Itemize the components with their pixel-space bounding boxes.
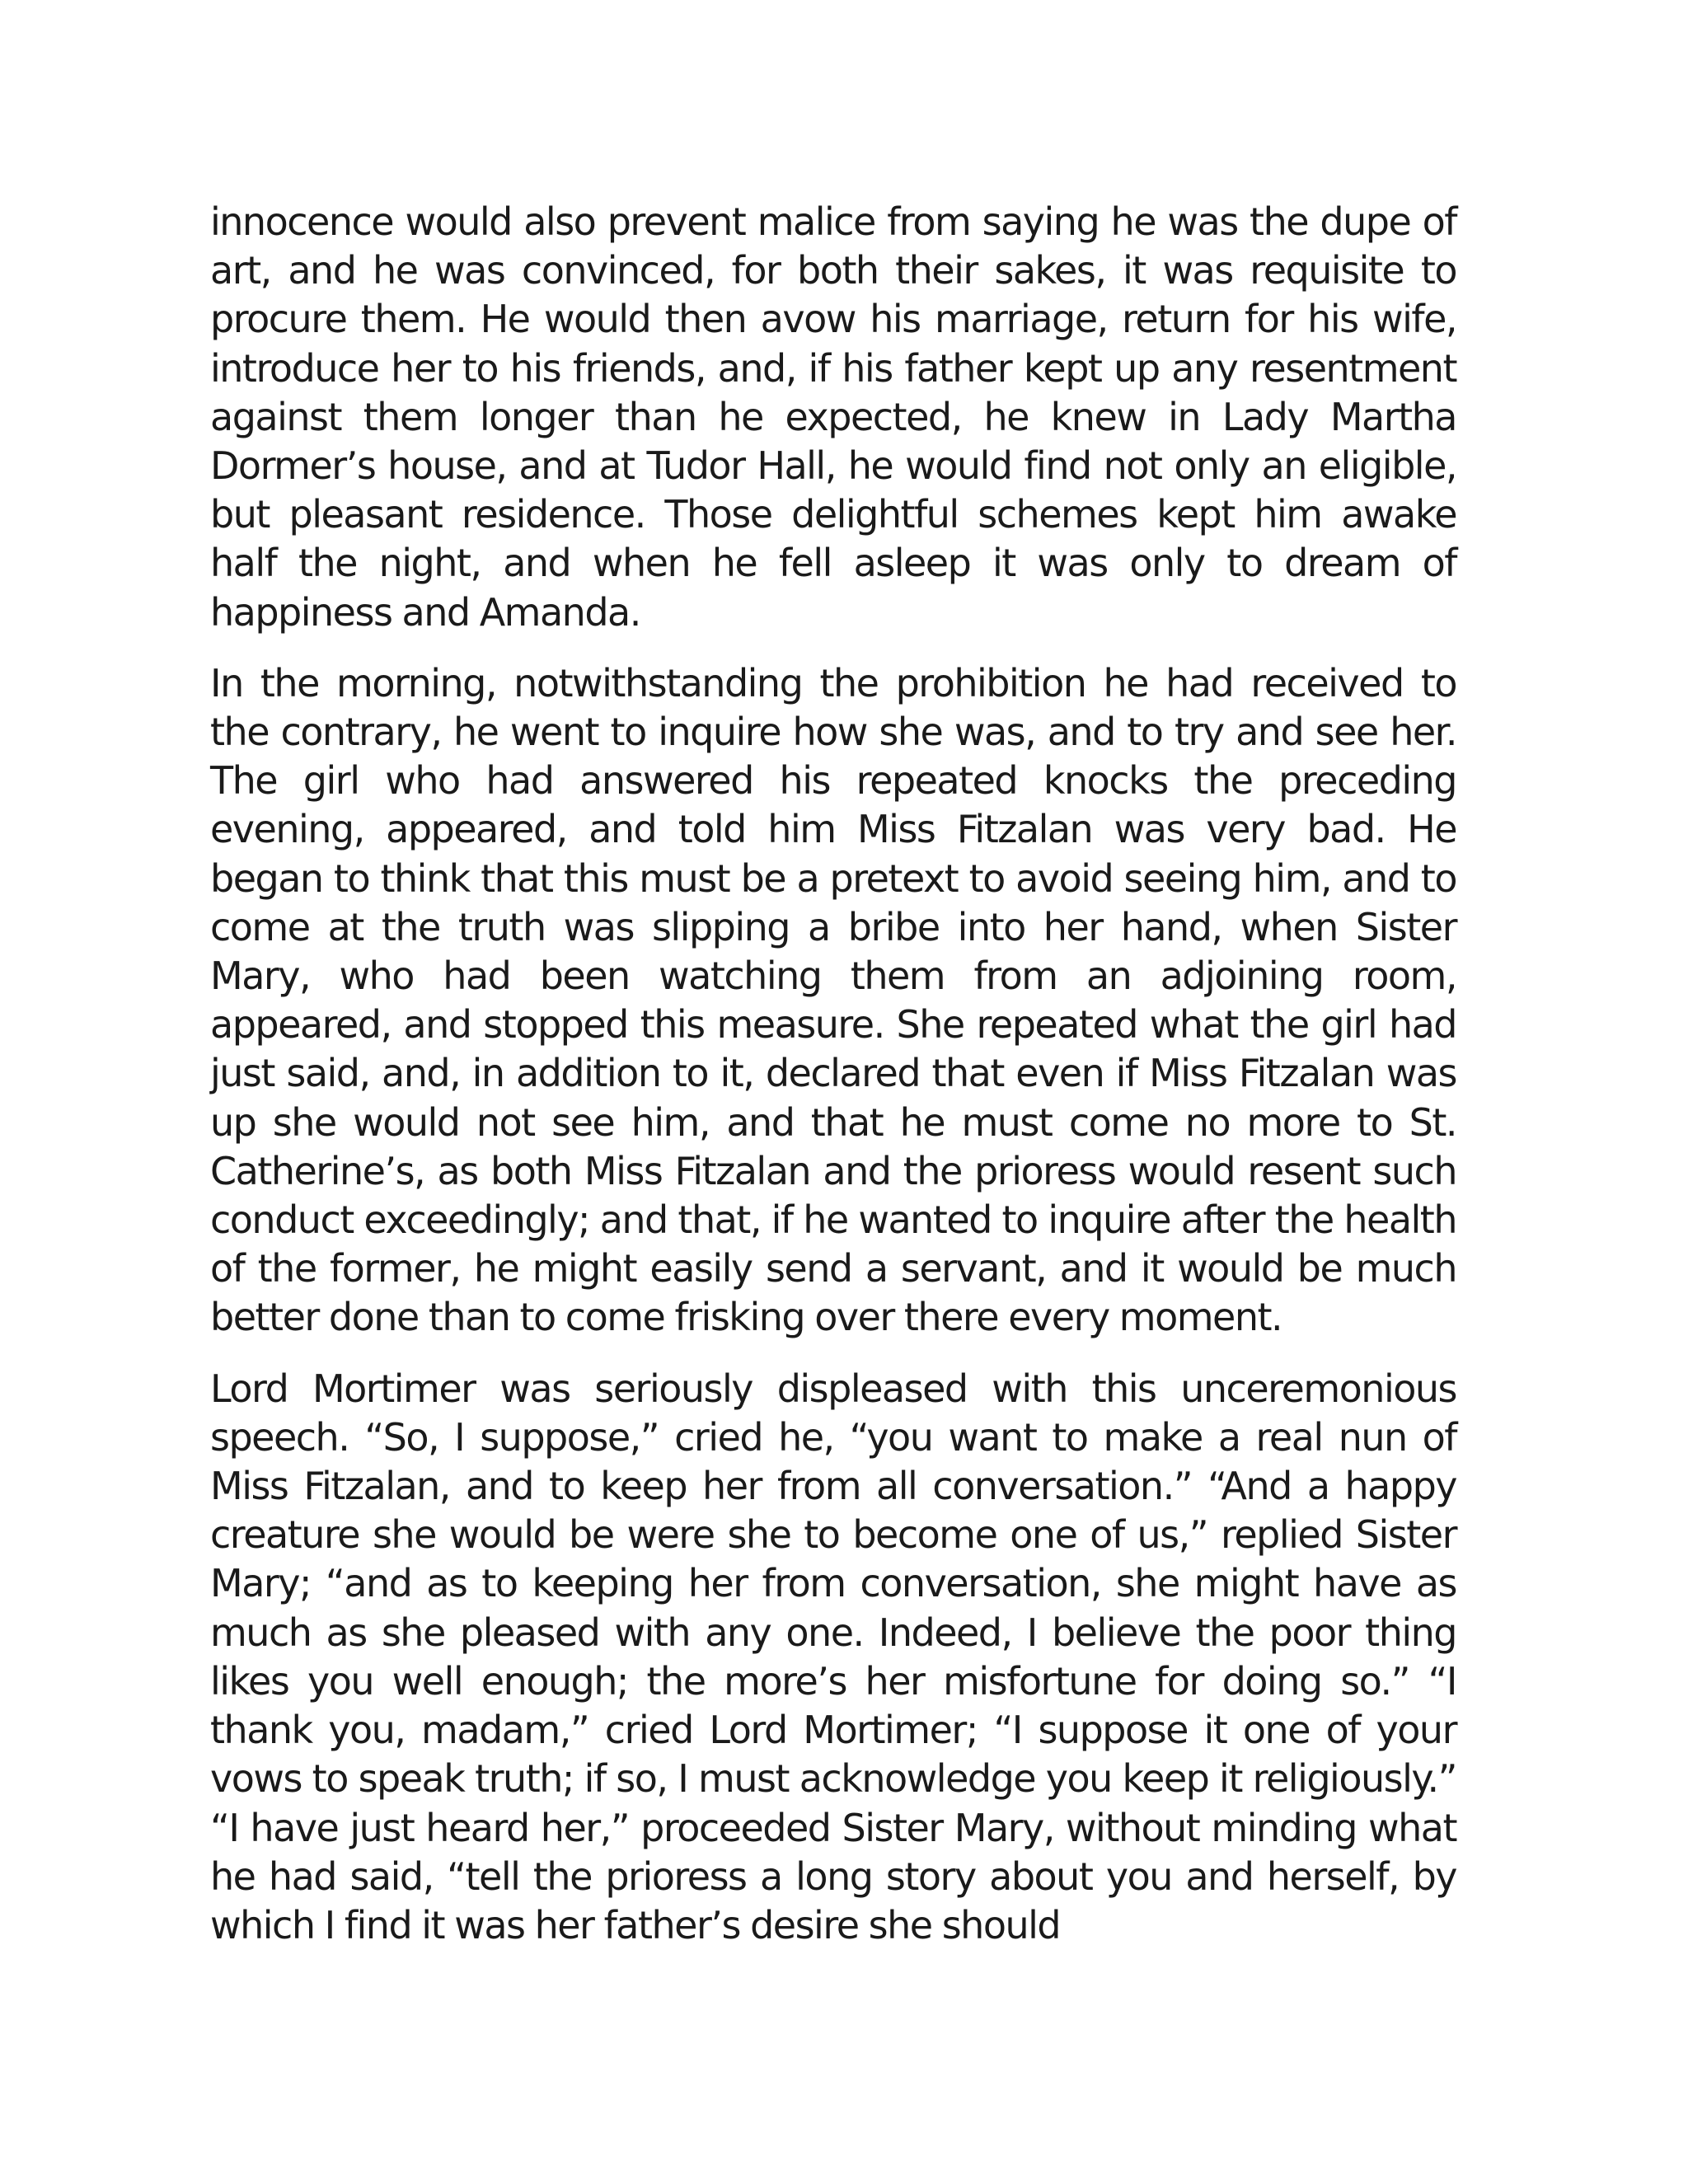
paragraph: innocence would also prevent malice from saying he was the dupe of art, and he was convinced, for both their sakes, it was requisite to procure them. He would then avow his marriage, return for his wife, introduce her to his friends, and, if his father kept up any resentment against them longer than he expected, he knew in Lady Martha Dormer’s house, and at Tudor Hall, he would find not only an eligible, but pleasant residence. Those delightful schemes kept him awake half the night, and when he fell asleep it was only to dream of happiness and Amanda. xyxy=(210,199,1456,635)
paragraph: In the morning, notwithstanding the prohibition he had received to the contrary, he went to inquire how she was, and to try and see her. The girl who had answered his repeated knocks the preceding evening, appeared, and told him Miss Fitzalan was very bad. He began to think that this must be a pretext to avoid seeing him, and to come at the truth was slipping a bribe into her hand, when Sister Mary, who had been watching them from an adjoining room, appeared, and stopped this measure. She repeated what the girl had just said, and, in addition to it, declared that even if Miss Fitzalan was up she would not see him, and that he must come no more to St. Catherine’s, as both Miss Fitzalan and the prioress would resent such conduct exceedingly; and that, if he wanted to inquire after the health of the former, he might easily send a servant, and it would be much better done than to come frisking over there every moment. xyxy=(210,660,1456,1340)
paragraph: Lord Mortimer was seriously displeased with this unceremonious speech. “So, I suppose,” cried he, “you want to make a real nun of Miss Fitzalan, and to keep her from all conversation.” “And a happy creature she would be were she to become one of us,” replied Sister Mary; “and as to keeping her from conversation, she might have as much as she pleased with any one. Indeed, I believe the poor thing likes you well enough; the more’s her misfortune for doing so.” “I thank you, madam,” cried Lord Mortimer; “I suppose it one of your vows to speak truth; if so, I must acknowledge you keep it religiously.” “I have just heard her,” proceeded Sister Mary, without minding what he had said, “tell the prioress a long story about you and herself, by which I find it was her father’s desire she should xyxy=(210,1366,1456,1947)
page-text xyxy=(210,198,1456,1972)
